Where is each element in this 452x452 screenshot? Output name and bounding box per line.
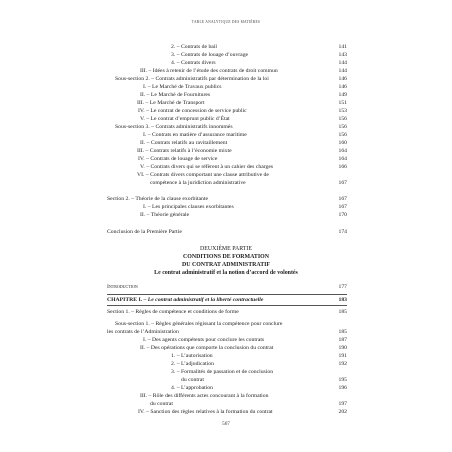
toc-entry: I. – Le Marché de Travaux publics 146 [143,84,347,90]
toc-entry: Sous-section 2. – Contrats administratifs par détermination de la loi 146 [115,76,347,82]
toc-entry: 2. – Contrats de bail 141 [171,44,347,50]
toc-entry: 4. – L’approbation 196 [171,385,347,391]
rule-top [107,294,347,295]
toc-entry: Conclusion de la Première Partie 174 [107,229,347,235]
toc-entry-introduction: Introduction 177 [107,284,347,290]
toc-entry: 3. – Formalités de passation et de conclusion [171,369,274,375]
toc-entry: II. – Contrats relatifs au ravitaillement 160 [140,140,347,146]
toc-entry-chapter: CHAPITRE I. – Le contrat administratif et la liberté contractuelle 183 [107,297,347,303]
toc-entry: III. – Idées à retenir de l’étude des contrats de droit commun 144 [140,68,347,74]
toc-entry: 4. – Contrats divers 144 [171,60,347,66]
toc-entry: II. – Le Marché de Fournitures 149 [140,92,347,98]
toc-entry: II. – Théorie générale 170 [140,212,347,218]
toc-entry: Sous-section 1. – Règles générales régissant la compétence pour conclure [115,321,283,327]
toc-entry: 2. – L’adjudication 192 [171,361,347,367]
part-title-line-1: CONDITIONS DE FORMATION [183,254,269,260]
part-subtitle: Le contrat administratif et la notion d’accord de volontés [154,270,298,276]
toc-entry: du contrat 195 [181,377,347,383]
toc-entry: IV. – Sanction des règles relatives à la formation du contrat 202 [138,409,347,415]
toc-entry: 3. – Contrats de louage d’ouvrage 143 [171,52,347,58]
toc-entry: I. – Contrats en matière d’assurance maritime 156 [143,132,347,138]
toc-entry: du contrat 197 [150,401,347,407]
running-header: TABLE ANALYTIQUE DES MATIÈRES [191,20,261,24]
toc-entry: Section 1. – Règles de compétence et conditions de forme 185 [107,309,347,315]
page-number: 567 [222,421,230,427]
toc-entry: I. – Les principales clauses exorbitantes 167 [143,204,347,210]
toc-entry: IV. – Le contrat de concession de service public 153 [138,108,347,114]
toc-entry: III. – Rôle des différents actes concourant à la formation [140,393,269,399]
toc-entry: compétence à la juridiction administrative 167 [150,180,347,186]
part-number: DEUXIÈME PARTIE [200,246,252,252]
toc-entry: les contrats de l’Administration 185 [107,329,347,335]
toc-entry: IV. – Contrats de louage de service 164 [138,156,347,162]
toc-entry: Section 2. – Théorie de la clause exorbitante 167 [107,196,347,202]
toc-entry: VI. – Contrats divers comportant une clause attributive de [137,172,269,178]
toc-entry: II. – Des opérations que comporte la conclusion du contrat 190 [140,345,347,351]
toc-entry: V. – Le contrat d’emprunt public d’État 156 [140,116,347,122]
toc-entry: I. – Des agents compétents pour conclure les contrats 187 [143,337,347,343]
toc-entry: 1. – L’autorisation 191 [171,353,347,359]
part-title-line-2: DU CONTRAT ADMINISTRATIF [181,262,271,268]
toc-entry: III. – Contrats relatifs à l’économie mixte 164 [137,148,347,154]
toc-entry: V. – Contrats divers qui se réfèrent à un cahier des charges 166 [140,164,347,170]
rule-bottom [107,305,347,306]
toc-entry: III. – Le Marché de Transport 151 [137,100,347,106]
toc-entry: Sous-section 3. – Contrats administratifs innommés 156 [115,124,347,130]
